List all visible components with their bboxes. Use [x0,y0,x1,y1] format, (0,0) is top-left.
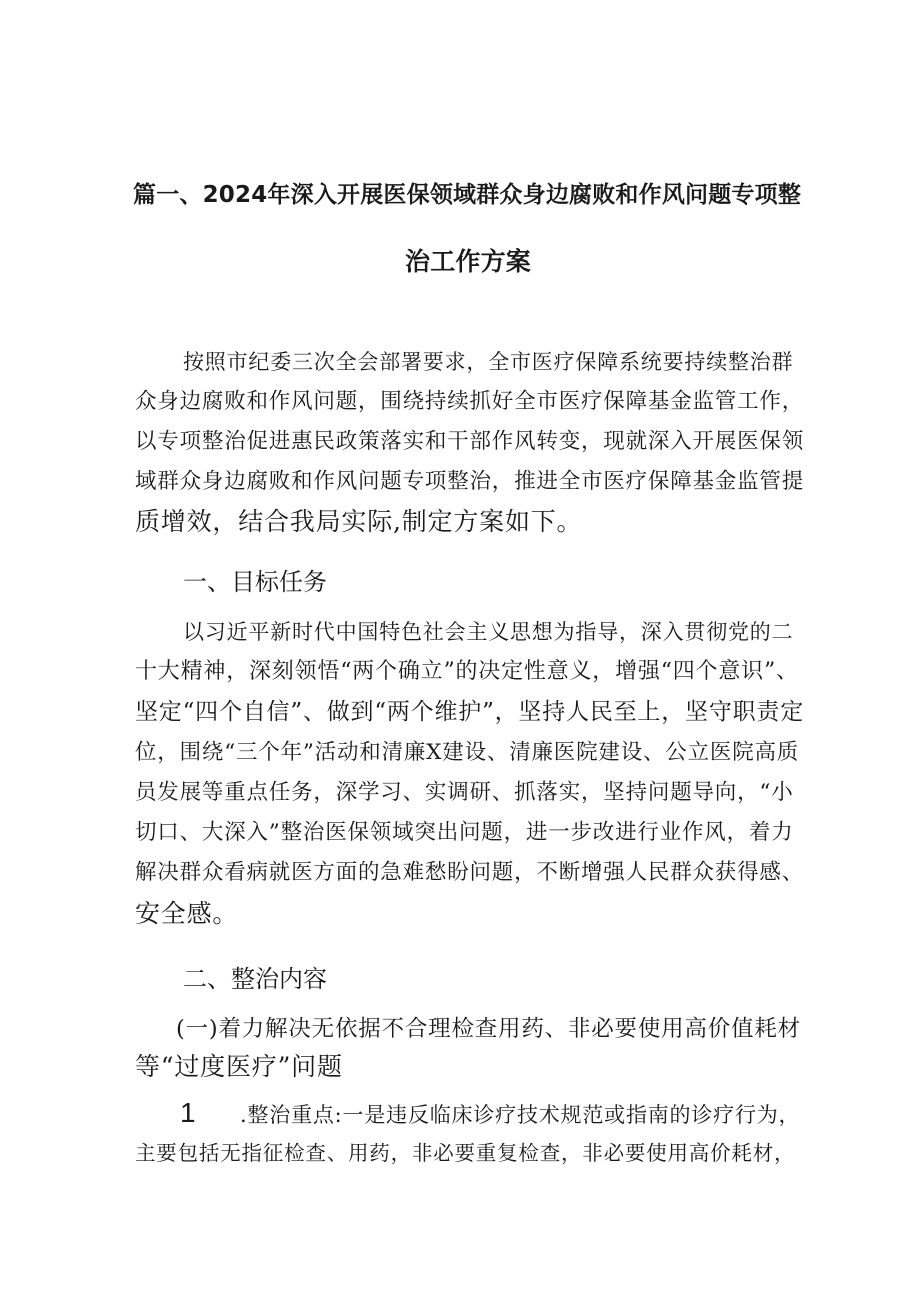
intro-line-1: 按照市纪委三次全会部署要求，全市医疗保障系统要持续整治群 [183,350,794,374]
item-1-number: 1 [180,1097,197,1128]
subsection-1-line-1: (一)着力解决无依据不合理检查用药、非必要使用高价值耗材 [176,1016,801,1042]
intro-line-5: 质增效，结合我局实际,制定方案如下。 [135,507,583,536]
section-1-line-5: 员发展等重点任务，深学习、实调研、抓落实，坚持问题导向，“小 [135,780,794,805]
intro-line-2: 众身边腐败和作风问题，围绕持续抓好全市医疗保障基金监管工作， [135,389,805,414]
section-1-line-1: 以习近平新时代中国特色社会主义思想为指导，深入贯彻党的二 [183,620,794,644]
section-1-line-8: 安全感。 [135,899,239,928]
intro-line-4: 域群众身边腐败和作风问题专项整治，推进全市医疗保障基金监管提 [135,469,805,494]
item-1-line-2: 主要包括无指征检查、用药，非必要重复检查，非必要使用高价耗材， [135,1141,796,1165]
section-1-line-2: 十大精神，深刻领悟“两个确立”的决定性意义，增强“四个意识”、 [135,659,799,684]
document-title-line-2: 治工作方案 [405,247,532,276]
section-1-line-4: 位，围绕“三个年”活动和清廉X建设、清廉医院建设、公立医院高质 [135,740,800,765]
item-1-text: .整治重点:一是违反临床诊疗技术规范或指南的诊疗行为， [240,1103,801,1127]
section-1-line-3: 坚定“四个自信”、做到“两个维护”，坚持人民至上，坚守职责定 [135,699,805,725]
section-1-line-6: 切口、大深入”整治医保领域突出问题，进一步改进行业作风，着力 [135,820,794,845]
intro-line-3: 以专项整治促进惠民政策落实和干部作风转变，现就深入开展医保领 [135,429,805,454]
item-1-line-1 [180,1098,800,1130]
section-2-heading: 二、整治内容 [183,965,327,993]
section-1-line-7: 解决群众看病就医方面的急难愁盼问题，不断增强人民群众获得感、 [135,860,805,885]
subsection-1-line-2: 等“过度医疗”问题 [135,1052,343,1081]
document-title-line-1: 篇一、2024年深入开展医保领域群众身边腐败和作风问题专项整 [133,182,802,208]
section-1-heading: 一、目标任务 [183,568,327,596]
